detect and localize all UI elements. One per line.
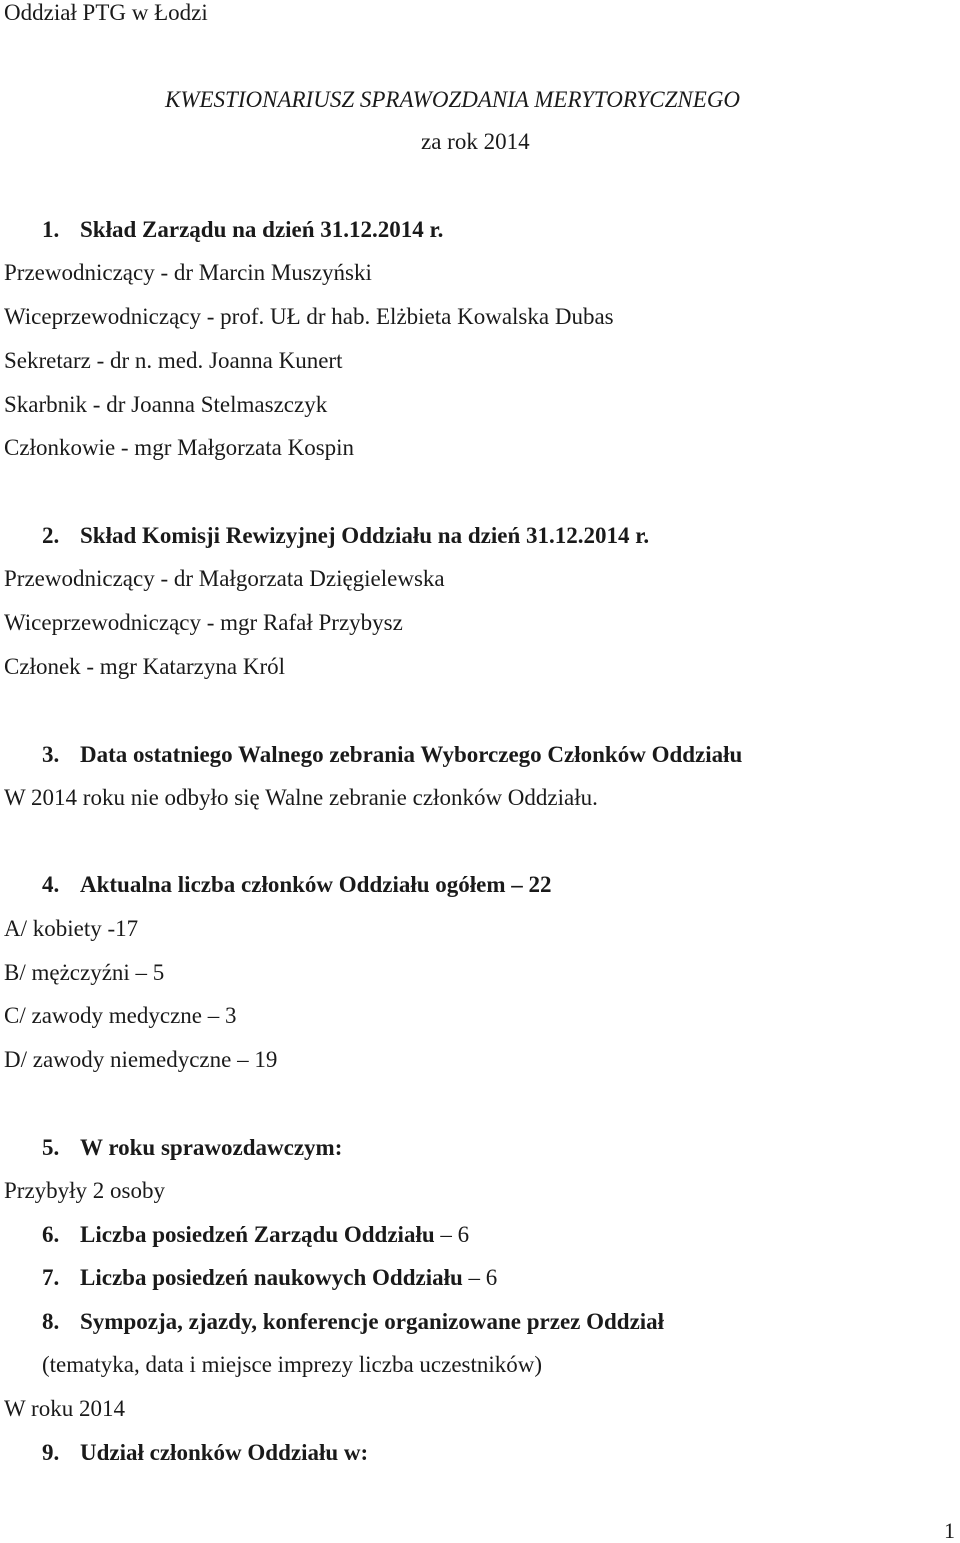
document-year: za rok 2014 <box>421 129 530 154</box>
section-1-title: Skład Zarządu na dzień 31.12.2014 r. <box>80 217 444 242</box>
section-3-title: Data ostatniego Walnego zebrania Wyborczego Członków Oddziału <box>80 742 743 767</box>
section-9-number: 9. <box>42 1440 60 1465</box>
section-8-heading <box>42 1310 664 1333</box>
section-4-number: 4. <box>42 872 60 897</box>
general-meeting-note: W 2014 roku nie odbyło się Walne zebranie członków Oddziału. <box>4 785 598 810</box>
audit-member: Członek - mgr Katarzyna Król <box>4 654 286 679</box>
section-8-title: Sympozja, zjazdy, konferencje organizowane przez Oddział <box>80 1309 665 1334</box>
members-men: B/ mężczyźni – 5 <box>4 960 165 985</box>
section-7-value: – 6 <box>462 1265 498 1290</box>
board-treasurer: Skarbnik - dr Joanna Stelmaszczyk <box>4 392 328 417</box>
section-3-heading <box>42 743 742 766</box>
members-women: A/ kobiety -17 <box>4 916 139 941</box>
section-7-number: 7. <box>42 1265 60 1290</box>
section-2-number: 2. <box>42 523 60 548</box>
section-5-number: 5. <box>42 1135 60 1160</box>
board-vice-chair: Wiceprzewodniczący - prof. UŁ dr hab. Elżbieta Kowalska Dubas <box>4 304 614 329</box>
section-6-title: Liczba posiedzeń Zarządu Oddziału <box>80 1222 435 1247</box>
members-non-medical: D/ zawody niemedyczne – 19 <box>4 1047 278 1072</box>
section-7-heading <box>42 1266 497 1289</box>
section-8-content: W roku 2014 <box>4 1396 125 1421</box>
page-number: 1 <box>944 1518 955 1543</box>
section-1-number: 1. <box>42 217 60 242</box>
branch-name: Oddział PTG w Łodzi <box>4 0 208 25</box>
new-members: Przybyły 2 osoby <box>4 1178 165 1203</box>
section-3-number: 3. <box>42 742 60 767</box>
section-2-title: Skład Komisji Rewizyjnej Oddziału na dzień 31.12.2014 r. <box>80 523 650 548</box>
board-members: Członkowie - mgr Małgorzata Kospin <box>4 435 355 460</box>
section-8-number: 8. <box>42 1309 60 1334</box>
section-8-subtitle: (tematyka, data i miejsce imprezy liczba uczestników) <box>42 1352 543 1377</box>
audit-vice-chair: Wiceprzewodniczący - mgr Rafał Przybysz <box>4 610 403 635</box>
section-5-title: W roku sprawozdawczym: <box>80 1135 343 1160</box>
section-2-heading <box>42 524 649 547</box>
section-5-heading <box>42 1136 342 1159</box>
section-7-title: Liczba posiedzeń naukowych Oddziału <box>80 1265 463 1290</box>
section-6-heading <box>42 1223 469 1246</box>
members-medical: C/ zawody medyczne – 3 <box>4 1003 237 1028</box>
document-title: KWESTIONARIUSZ SPRAWOZDANIA MERYTORYCZNEGO <box>165 87 741 112</box>
section-4-title: Aktualna liczba członków Oddziału ogółem – 22 <box>80 872 552 897</box>
section-9-title: Udział członków Oddziału w: <box>80 1440 369 1465</box>
section-4-heading <box>42 873 552 896</box>
section-1-heading <box>42 218 443 241</box>
section-6-value: – 6 <box>434 1222 470 1247</box>
board-chair: Przewodniczący - dr Marcin Muszyński <box>4 260 372 285</box>
board-secretary: Sekretarz - dr n. med. Joanna Kunert <box>4 348 343 373</box>
audit-chair: Przewodniczący - dr Małgorzata Dzięgielewska <box>4 566 445 591</box>
section-9-heading <box>42 1441 368 1464</box>
section-6-number: 6. <box>42 1222 60 1247</box>
